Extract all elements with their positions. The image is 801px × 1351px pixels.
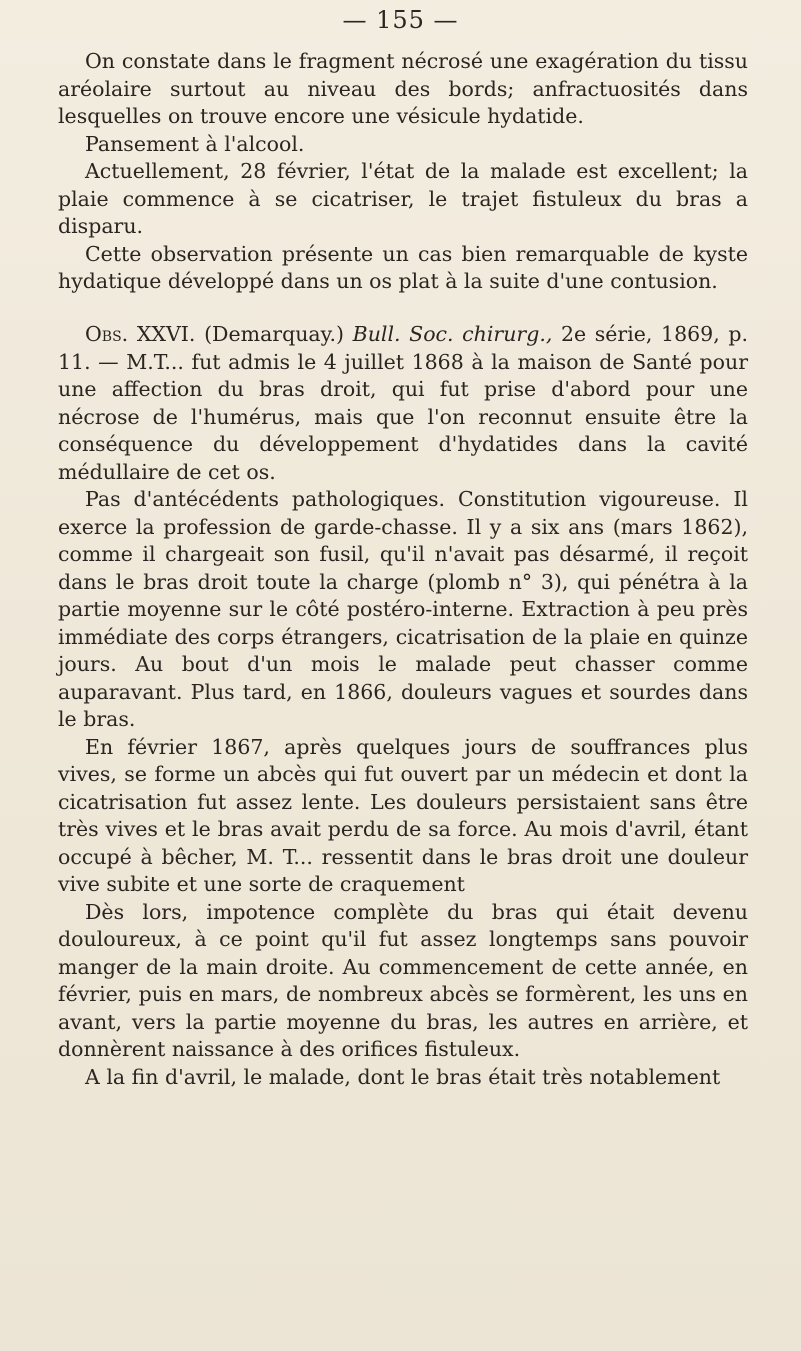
paragraph: A la fin d'avril, le malade, dont le bras était très notablement: [85, 1064, 721, 1089]
journal-title: Bull. Soc. chirurg.,: [352, 322, 553, 346]
paragraph: Pas d'antécédents pathologiques. Constitution vigoureuse. Il exerce la profession de garde-chasse. Il y a six ans (mars 1862), comme il chargeait son fusil, qu'il n'avait pas désarmé, il reçoit dans le bras droit toute la charge (plomb n° 3), qui pénétra à la partie moyenne sur le côté postéro-interne. Extraction à peu près immédiate des corps étrangers, cicatrisation de la plaie en quinze jours. Au bout d'un mois le malade peut chasser comme auparavant. Plus tard, en 1866, douleurs vagues et sourdes dans le bras.: [58, 487, 748, 731]
observation-header-paragraph: [58, 321, 748, 486]
page-number: — 155 —: [342, 6, 459, 34]
paragraph: On constate dans le fragment nécrosé une exagération du tissu aréolaire surtout au niveau des bords; anfractuosités dans lesquelles on trouve encore une vésicule hydatide.: [58, 49, 748, 128]
paragraph: Pansement à l'alcool.: [85, 131, 305, 156]
paragraph: En février 1867, après quelques jours de souffrances plus vives, se forme un abcès qui fut ouvert par un médecin et dont la cicatrisation fut assez lente. Les douleurs persistaient sans être très vives et le bras avait perdu de sa force. Au mois d'avril, étant occupé à bêcher, M. T... ressentit dans le bras droit une douleur vive subite et une sorte de craquement: [58, 734, 748, 896]
paragraph: Actuellement, 28 février, l'état de la malade est excellent; la plaie commence à se cicatriser, le trajet fistuleux du bras a disparu.: [58, 159, 748, 238]
case-text-continued: [58, 48, 748, 296]
observation-author: (Demarquay.): [204, 322, 345, 346]
observation-number: Obs. XXVI.: [85, 322, 196, 346]
observation-xxvi: [58, 321, 748, 1091]
observation-reference: 2e série, 1869, p. 11. — M.T... fut admis le 4 juillet 1868 à la maison de Santé pour une affection du bras droit, qui fut prise d'abord pour une nécrose de l'humérus, mais que l'on reconnut ensuite être la conséquence du développement d'hydatides dans la cavité médullaire de cet os.: [58, 322, 748, 484]
paragraph: Dès lors, impotence complète du bras qui était devenu douloureux, à ce point qu'il fut assez longtemps sans pouvoir manger de la main droite. Au commencement de cette année, en février, puis en mars, de nombreux abcès se formèrent, les uns en avant, vers la partie moyenne du bras, les autres en arrière, et donnèrent naissance à des orifices fistuleux.: [58, 899, 748, 1061]
paragraph: Cette observation présente un cas bien remarquable de kyste hydatique développé dans un os plat à la suite d'une contusion.: [58, 241, 748, 293]
